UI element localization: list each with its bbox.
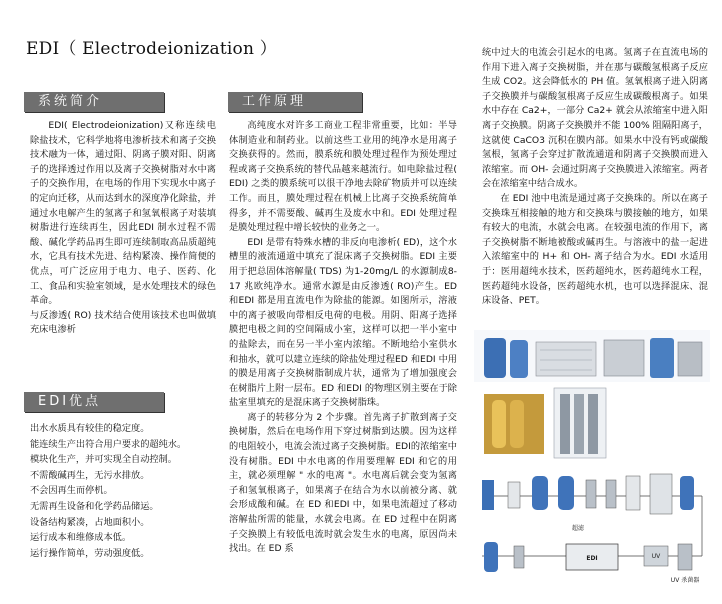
list-item: 无需再生设备和化学药品储运。 (30, 500, 159, 512)
advantages-heading: EDI优点 (24, 392, 164, 412)
continued-paragraph-2: 在 EDI 池中电流是通过离子交换珠的。所以在离子交换珠互相接触的地方和交换珠与膜接触的地方，如果有较大的电流，水就会电离。在较强电流的作用下，离子交换树脂不断地被酸或碱再生。与溶液中的盐一起进入浓缩室中的 H+ 和 OH- 离子结合为水。EDI 水适用于：医用超纯水技术，医药超纯水，医药超纯水工程，医药超纯水设备，医药超纯水机，也可以选择混床、混床设备、PET。 (482, 192, 708, 307)
page-title: EDI（ Electrodeionization ） (26, 39, 277, 59)
process-flow (482, 474, 702, 584)
ultrafiltration-label: 超滤 (571, 525, 585, 532)
list-item: 运行成本和维修成本低。 (30, 532, 132, 544)
equipment-photo (474, 330, 710, 382)
list-item: 不会因再生而停机。 (30, 485, 113, 497)
edi-label: EDI (586, 555, 598, 562)
list-item: 不需酸碱再生，无污水排放。 (30, 469, 150, 481)
filter-closeup (484, 388, 606, 458)
intro-heading: 系统简介 (24, 92, 164, 112)
principle-heading: 工作原理 (228, 92, 362, 112)
principle-text (229, 119, 457, 557)
list-item: 能连续生产出符合用户要求的超纯水。 (30, 438, 187, 450)
principle-paragraph-2: EDI 是带有特殊水槽的非反向电渗析( ED)，这个水槽里的液流通道中填充了混床离子交换树脂。EDI 主要用于把总固体溶解量( TDS) 为1-20mg/L 的水源制成8-17 兆欧纯净水。通常水源是由反渗透( RO)产生。ED 和EDI 都是用直流电作为除盐的能源。如图所示，溶液中的离子被吸向带相反电荷的电极。用阴、阳离子选择膜把电极之间的空间隔成小室，这样可以把一半小室中的盐除去，而在另一半小室内浓缩。不断地给小室供水和抽水，就可以建立连续的除盐处理过程ED 和EDI 中用的膜是用离子交换树脂制成片状，通常为了增加强度会在树脂片上附一层布。ED 和EDI 的物理区别主要在于除盐室里填充的是混床离子交换树脂珠。 (229, 236, 457, 409)
edi-equipment-diagram (474, 320, 710, 600)
list-item: 运行操作简单，劳动强度低。 (30, 547, 150, 559)
list-item: 设备结构紧凑，占地面积小。 (30, 516, 150, 528)
principle-paragraph-1: 高纯度水对许多工商业工程非常重要，比如：半导体制造业和制药业。以前这些工业用的纯净水是用离子交换获得的。然而，膜系统和膜处理过程作为预处理过程或离子交换系统的替代品越来越流行。如电除盐过程( EDI) 之类的膜系统可以很干净地去除矿物质并可以连续工作。而且，膜处理过程在机械上比离子交换系统简单得多，并不需要酸、碱再生及废水中和。EDI 处理过程是膜处理过程中增长较快的业务之一。 (229, 120, 457, 234)
principle-paragraph-3: 离子的转移分为 2 个步骤。首先离子扩散到离子交换树脂，然后在电场作用下穿过树脂到达膜。因为这样的电阻较小，电流会流过离子交换树脂。EDI的浓缩室中没有树脂。EDI 中水电离的作用要理解 EDI 和它的用主，就必须理解 " 水的电离 "。水电离后就会变为氢离子和氢氧根离子，如果离子在结合为水以前被分离、就会形成酸和碱。在 ED 和EDI 中，如果电流超过了移动溶解盐所需的能量，水就会电离。在 ED 过程中在阴离子交换膜上有较低电流时就会发生水的电离，原因尚未找出。在 ED 系 (229, 411, 457, 555)
intro-paragraph-1: EDI( Electrodeionization)又称连续电除盐技术，它科学地将电渗析技术和离子交换技术融为一体，通过阳、阴离子膜对阳、阴离子的选择透过作用以及离子交换树脂对水中离子的交换作用，在电场的作用下实现水中离子的定向迁移，从而达到水的深度净化除盐，并通过水电解产生的氢离子和氢氧根离子对装填树脂进行连续再生，因此EDI 制水过程不需酸、碱化学药品再生即可连续制取高品质超纯水，它具有技术先进、结构紧凑、操作简便的优点，可广泛应用于电力、电子、医药、化工、食品和实验室领域，是水处理技术的绿色革命。 (30, 120, 216, 307)
list-item: 出水水质具有较佳的稳定度。 (30, 423, 150, 434)
advantages-list (30, 421, 220, 561)
uv-label: UV (651, 553, 661, 560)
continued-paragraph-1: 统中过大的电流会引起水的电离。氢离子在直流电场的作用下进入离子交换树脂，并在那与碳酸氢根离子反应生成 CO2。这会降低水的 PH 值。氢氧根离子进入阴离子交换膜并与碳酸氢根离子反应生成碳酸根离子。如果水中存在 Ca2+，一部分 Ca2+ 就会从浓缩室中进入阳离子交换膜。阴离子交换膜并不能 100% 阻隔阳离子，这就使 CaCO3 沉积在膜内部。如果水中没有钙或碳酸氢根，氢离子会穿过扩散流通道和阴离子交换膜而进入浓缩室。而 OH- 会通过阴离子交换膜进入浓缩室。两者会在浓缩室中结合成水。 (482, 47, 708, 190)
uv-sterilizer-label: UV 杀菌器 (670, 577, 700, 584)
intro-text (30, 119, 216, 338)
list-item: 模块化生产，并可实现全自动控制。 (30, 454, 177, 466)
continued-text (482, 46, 708, 309)
intro-paragraph-2: 与反渗透( RO) 技术结合使用该技术也叫做填充床电渗析 (30, 309, 216, 336)
